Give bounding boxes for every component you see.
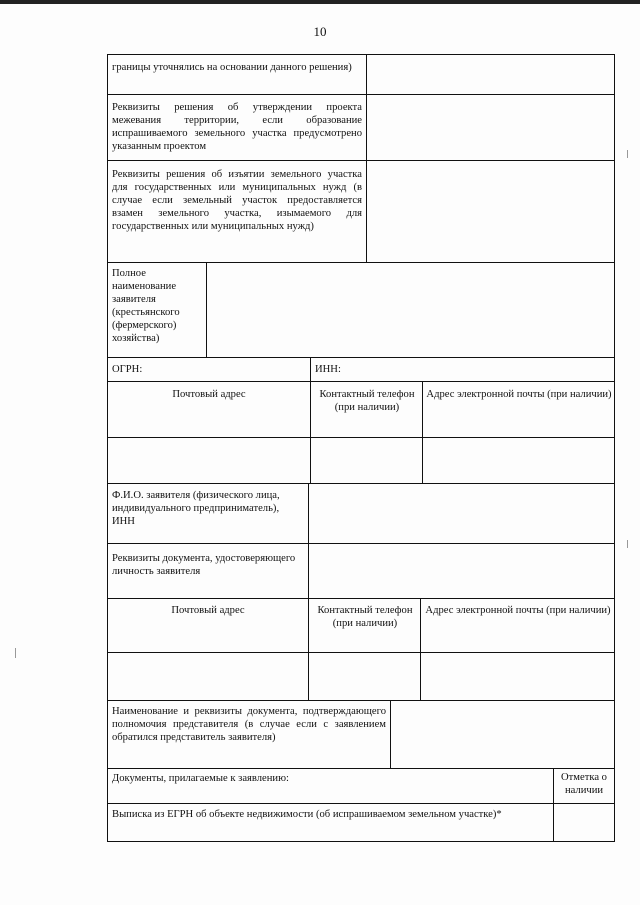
- individual-fio-label: Ф.И.О. заявителя (физического лица, индивидуального предприниматель), ИНН: [112, 490, 280, 527]
- farm-email-header: Адрес электронной почты (при наличии): [426, 389, 612, 400]
- survey-decision-label: Реквизиты решения об утверждении проекта межевания территории, если образование испрашиваемого земельного участка предусмотрено указанным проектом: [112, 102, 362, 152]
- farm-phone-header: Контактный телефон (при наличии): [319, 389, 415, 413]
- attachment-item-egrn-extract: Выписка из ЕГРН об объекте недвижимости (об испрашиваемом земельном участке)*: [112, 809, 502, 820]
- farm-email-field[interactable]: [423, 438, 614, 483]
- scan-margin-mark: [15, 648, 16, 658]
- representative-document-field[interactable]: [391, 701, 614, 768]
- row-divider: [107, 803, 615, 804]
- individual-email-field[interactable]: [421, 653, 614, 700]
- inn-label: ИНН:: [315, 364, 341, 375]
- row-divider: [107, 357, 615, 358]
- page-number: 10: [313, 24, 327, 39]
- individual-phone-field[interactable]: [309, 653, 420, 700]
- representative-document-label: Наименование и реквизиты документа, подтверждающего полномочия представителя (в случае если с заявлением обратился представитель заявителя): [112, 706, 386, 743]
- id-document-label: Реквизиты документа, удостоверяющего личность заявителя: [112, 553, 296, 577]
- seizure-decision-field[interactable]: [367, 161, 614, 262]
- row-divider: [107, 768, 615, 769]
- ogrn-label: ОГРН:: [112, 364, 143, 375]
- scan-margin-mark: [627, 150, 628, 158]
- id-document-field[interactable]: [309, 544, 614, 598]
- attachment-item-mark-checkbox[interactable]: [554, 804, 614, 841]
- table-right-border: [614, 54, 615, 842]
- individual-postal-address-header: Почтовый адрес: [171, 605, 245, 616]
- farm-phone-field[interactable]: [311, 438, 422, 483]
- attachments-header: Документы, прилагаемые к заявлению:: [112, 773, 289, 784]
- row-divider: [107, 598, 615, 599]
- individual-postal-address-field[interactable]: [108, 653, 308, 700]
- farm-postal-address-header: Почтовый адрес: [172, 389, 246, 400]
- seizure-decision-label: Реквизиты решения об изъятии земельного участка для государственных или муниципальных нужд (в случае если земельный участок предоставляется взамен земельного участка, изымаемого для государственных или муниципальных нужд): [112, 169, 362, 232]
- individual-email-header: Адрес электронной почты (при наличии): [425, 605, 611, 616]
- individual-phone-header: Контактный телефон (при наличии): [317, 605, 413, 629]
- individual-fio-field[interactable]: [309, 484, 614, 543]
- boundaries-field[interactable]: [367, 55, 614, 94]
- scan-margin-mark: [627, 540, 628, 548]
- boundaries-label: границы уточнялись на основании данного решения): [112, 62, 352, 73]
- row-divider: [107, 381, 615, 382]
- column-divider: [310, 357, 311, 381]
- row-divider: [107, 841, 615, 842]
- attachments-mark-header: Отметка о наличии: [561, 772, 607, 796]
- top-rule: [0, 0, 640, 4]
- farm-full-name-field[interactable]: [207, 263, 614, 357]
- farm-full-name-label: Полное наименование заявителя (крестьянского (фермерского) хозяйства): [112, 268, 180, 344]
- survey-decision-field[interactable]: [367, 95, 614, 160]
- farm-postal-address-field[interactable]: [108, 438, 310, 483]
